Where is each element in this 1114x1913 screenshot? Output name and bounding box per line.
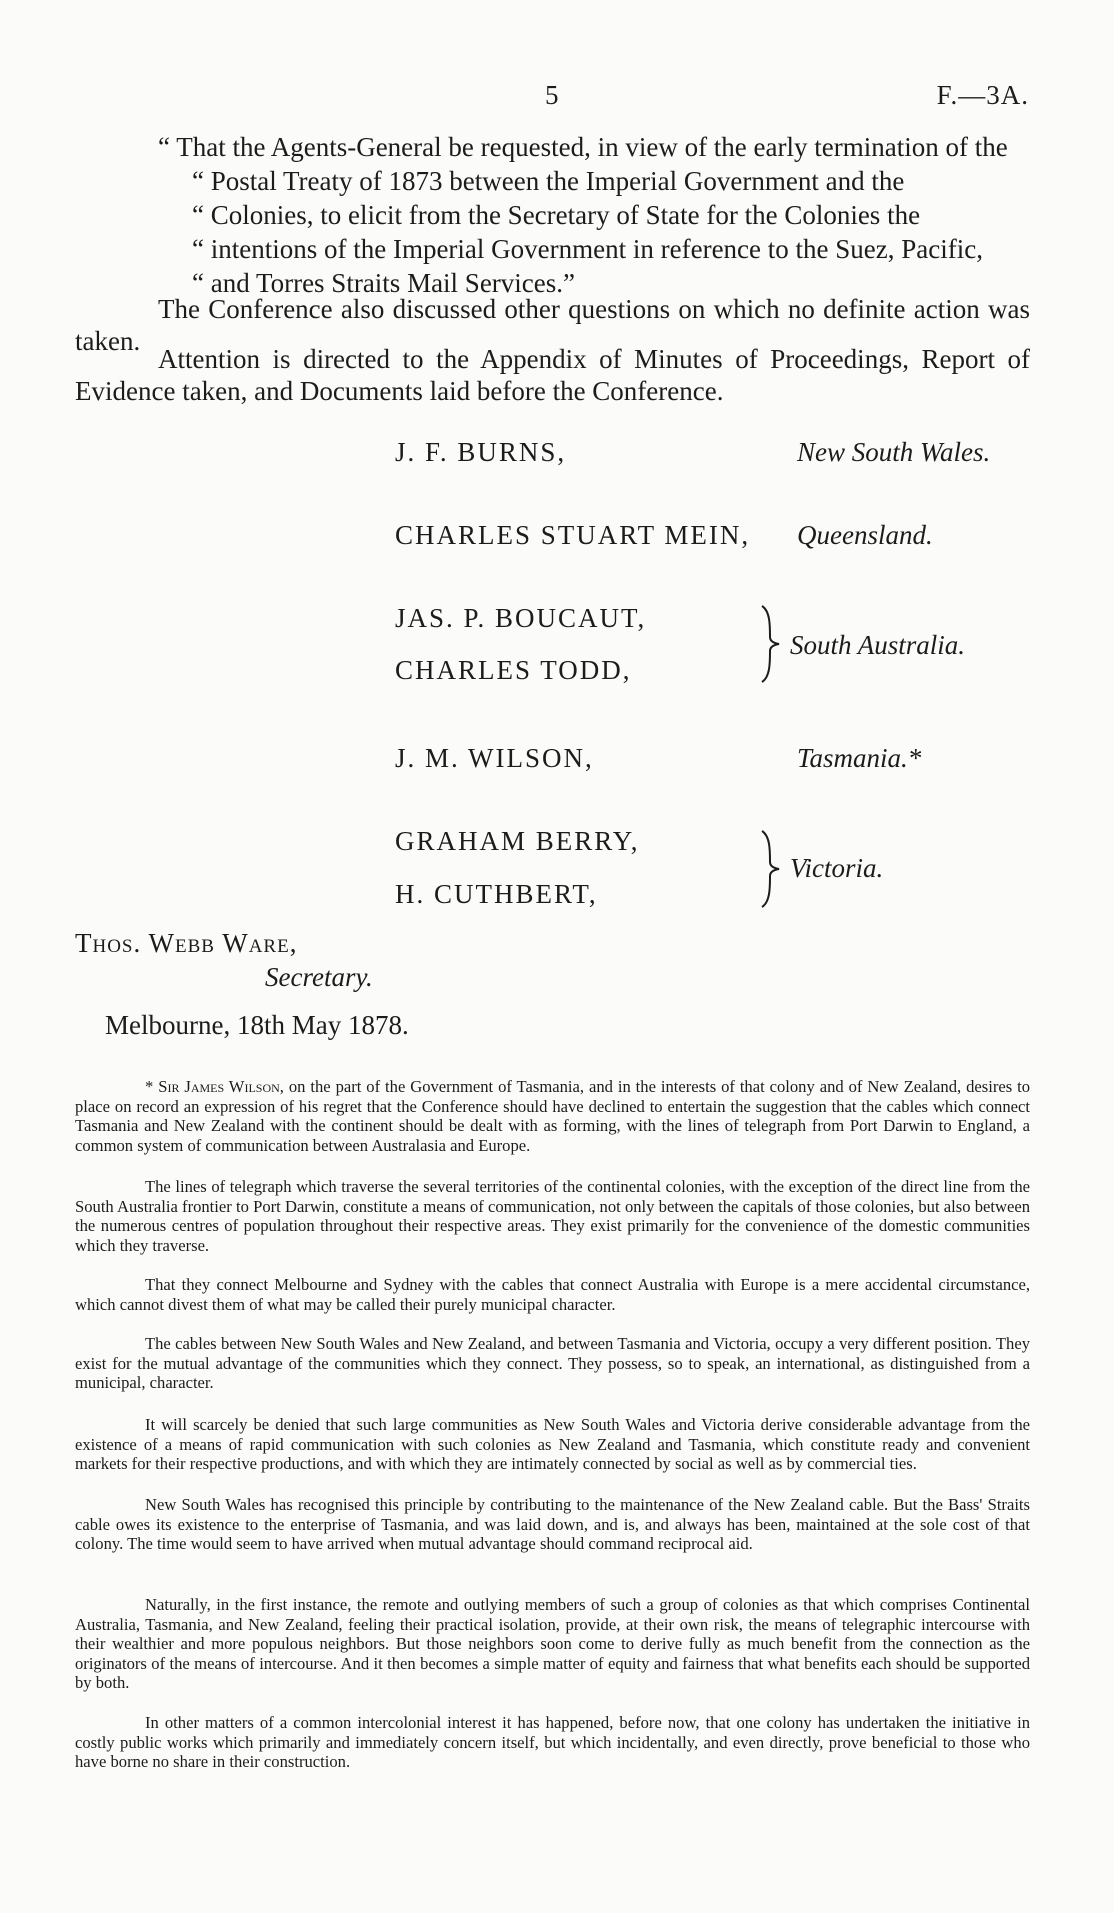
brace-icon bbox=[758, 828, 782, 910]
page-number: 5 bbox=[545, 80, 559, 110]
signatory-name: J. F. BURNS, bbox=[395, 437, 567, 467]
resolution-line: “ That the Agents-General be requested, in view of the early termination of the bbox=[158, 132, 1008, 162]
signatory-colony: Queensland. bbox=[797, 520, 933, 550]
signatory-name: CHARLES TODD, bbox=[395, 655, 632, 685]
place-date: Melbourne, 18th May 1878. bbox=[105, 1010, 409, 1040]
footnote-lead-name: Sir James Wilson, bbox=[158, 1077, 284, 1096]
appendix-paragraph: Attention is directed to the Appendix of Minutes of Proceedings, Report of Evidence taken, and Documents laid before the Conference. bbox=[75, 344, 1030, 406]
signatory-name: CHARLES STUART MEIN, bbox=[395, 520, 751, 550]
brace-icon bbox=[758, 603, 782, 685]
footnote-paragraph: In other matters of a common intercolonial interest it has happened, before now, that one colony has undertaken the initiative in costly public works which primarily and immediately concern itself, but which incidentally, and even directly, prove beneficial to those who have borne no share in their construction. bbox=[75, 1713, 1030, 1772]
signatory-name: JAS. P. BOUCAUT, bbox=[395, 603, 647, 633]
signatory-name: H. CUTHBERT, bbox=[395, 879, 598, 909]
conference-paragraph: The Conference also discussed other questions on which no definite action was taken. bbox=[75, 294, 1030, 356]
footnote-paragraph: * Sir James Wilson, on the part of the Government of Tasmania, and in the interests of that colony and of New Zealand, desires to place on record an expression of his regret that the Conference should have declined to entertain the suggestion that the cables which connect Tasmania and New Zealand with the continent should be dealt with as forming, with the lines of telegraph from Port Darwin to England, a common system of communication between Australasia and Europe. bbox=[75, 1077, 1030, 1155]
secretary-title: Secretary. bbox=[265, 962, 373, 992]
signatory-colony: Victoria. bbox=[790, 853, 884, 883]
signatory-colony: South Australia. bbox=[790, 630, 966, 660]
secretary-name: Thos. Webb Ware, bbox=[75, 928, 298, 958]
footnote-paragraph: The lines of telegraph which traverse the several territories of the continental colonies, with the exception of the direct line from the South Australia frontier to Port Darwin, constitute a means of communication, not only between the capitals of those colonies, but also between the numerous centres of population throughout their respective areas. They exist primarily for the convenience of the domestic communities which they traverse. bbox=[75, 1177, 1030, 1255]
resolution-quote bbox=[158, 130, 1030, 300]
signatory-colony: Tasmania.* bbox=[797, 743, 922, 773]
resolution-line: “ Colonies, to elicit from the Secretary of State for the Colonies the bbox=[192, 200, 921, 230]
footnote-paragraph: Naturally, in the first instance, the remote and outlying members of such a group of colonies as that which comprises Continental Australia, Tasmania, and New Zealand, feeling their practical isolation, provide, at their own risk, the means of telegraphic intercourse with their wealthier and more populous neighbors. But those neighbors soon come to derive fully as much benefit from the connection as the originators of the means of intercourse. And it then becomes a simple matter of equity and fairness that what benefits each should be supported by both. bbox=[75, 1595, 1030, 1693]
resolution-line: “ Postal Treaty of 1873 between the Imperial Government and the bbox=[192, 166, 905, 196]
resolution-line: “ and Torres Straits Mail Services.” bbox=[192, 268, 576, 298]
footnote-paragraph: It will scarcely be denied that such large communities as New South Wales and Victoria derive considerable advantage from the existence of a means of rapid communication with such colonies as New Zealand and Tasmania, which constitute ready and convenient markets for their respective productions, and with which they are intimately connected by social as well as by commercial ties. bbox=[75, 1415, 1030, 1474]
resolution-line: “ intentions of the Imperial Government in reference to the Suez, Pacific, bbox=[192, 234, 983, 264]
signatory-name: GRAHAM BERRY, bbox=[395, 826, 640, 856]
document-reference: F.—3A. bbox=[936, 80, 1029, 110]
footnote-paragraph: That they connect Melbourne and Sydney with the cables that connect Australia with Europe is a mere accidental circumstance, which cannot divest them of what may be called their purely municipal character. bbox=[75, 1275, 1030, 1314]
footnote-paragraph: New South Wales has recognised this principle by contributing to the maintenance of the New Zealand cable. But the Bass' Straits cable owes its existence to the enterprise of Tasmania, and was laid down, and is, and always has been, maintained at the sole cost of that colony. The time would seem to have arrived when mutual advantage should command reciprocal aid. bbox=[75, 1495, 1030, 1554]
signatory-name: J. M. WILSON, bbox=[395, 743, 594, 773]
footnote-paragraph: The cables between New South Wales and New Zealand, and between Tasmania and Victoria, occupy a very different position. They exist for the mutual advantage of the communities which they connect. They possess, so to speak, an international, as distinguished from a municipal, character. bbox=[75, 1334, 1030, 1393]
signatory-colony: New South Wales. bbox=[797, 437, 991, 467]
